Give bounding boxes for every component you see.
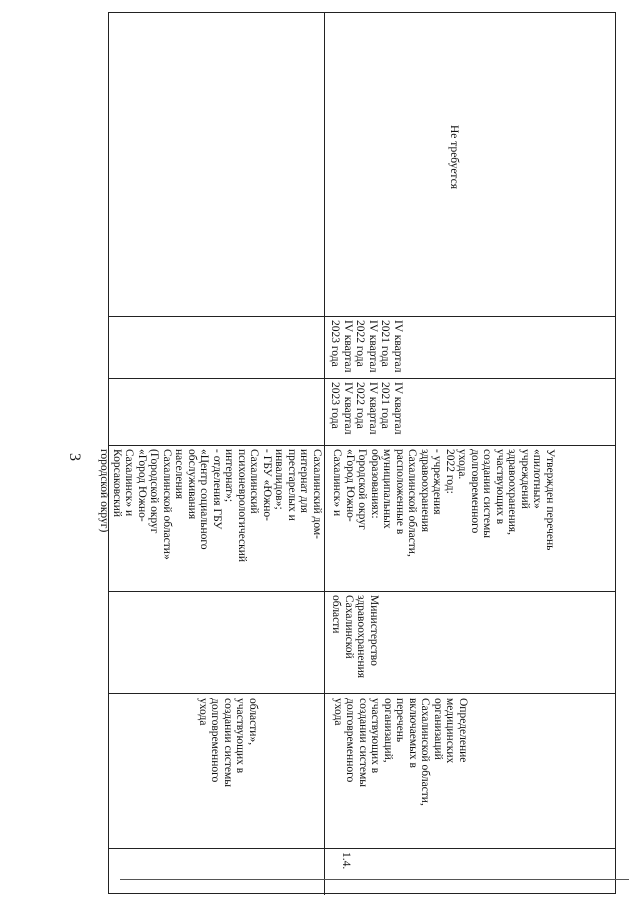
row1-result-text: Сахалинский дом- интернат для престарелых и инвалидов»; - ГБУ «Южно- Сахалинский психоневрологический интернат»; - отделения ГБУ «Центр социального обслуживания населения Сахалинской области» (Городской округ «Город Южно- Сахалинск» и Корсаковский городской округ) — [98, 449, 323, 563]
row1-name-cell — [109, 693, 324, 848]
row2-result-cell — [324, 445, 617, 591]
row2-name-cell — [324, 693, 617, 848]
row1-name-text: области», участвующих в создании системы долговременного ухода — [197, 698, 259, 787]
row2-number-cell — [324, 848, 617, 895]
row2-financing-text: Не требуется — [448, 125, 460, 189]
row2-responsible-text: Министерство здравоохранения Сахалинской области — [330, 595, 380, 679]
row2-start-text: IV квартал 2021 года IV квартал 2022 года IV квартал 2023 года — [329, 382, 404, 435]
page-number: 3 — [66, 453, 83, 461]
row1-result-cell — [98, 445, 324, 591]
row1-number-cell — [109, 848, 324, 895]
scan-edge-line — [120, 879, 629, 880]
row2-number: 1.4. — [340, 852, 352, 870]
row2-end-text: IV квартал 2021 года IV квартал 2022 года IV квартал 2023 года — [329, 320, 404, 373]
row2-responsible-cell — [324, 591, 617, 693]
row2-result-text: Утвержден перечень «пилотных» учреждений здравоохранения, участвующих в создании системы долговременного ухода. 2022 год: - учреждения здравоохранения Сахалинской области, расположенные в муниципальных образованиях: Городской округ «Город Южно- Сахалинск» и — [331, 449, 556, 557]
plan-table — [98, 12, 616, 894]
row2-start-cell — [324, 378, 617, 445]
row1-responsible-cell — [109, 591, 324, 693]
row2-financing-cell — [324, 13, 617, 316]
row2-name-text: Определение медицинских организаций Сахалинской области, включаемых в перечень организаций, участвующих в создании системы долговременного ухода — [332, 698, 469, 806]
row2-end-cell — [324, 316, 617, 378]
